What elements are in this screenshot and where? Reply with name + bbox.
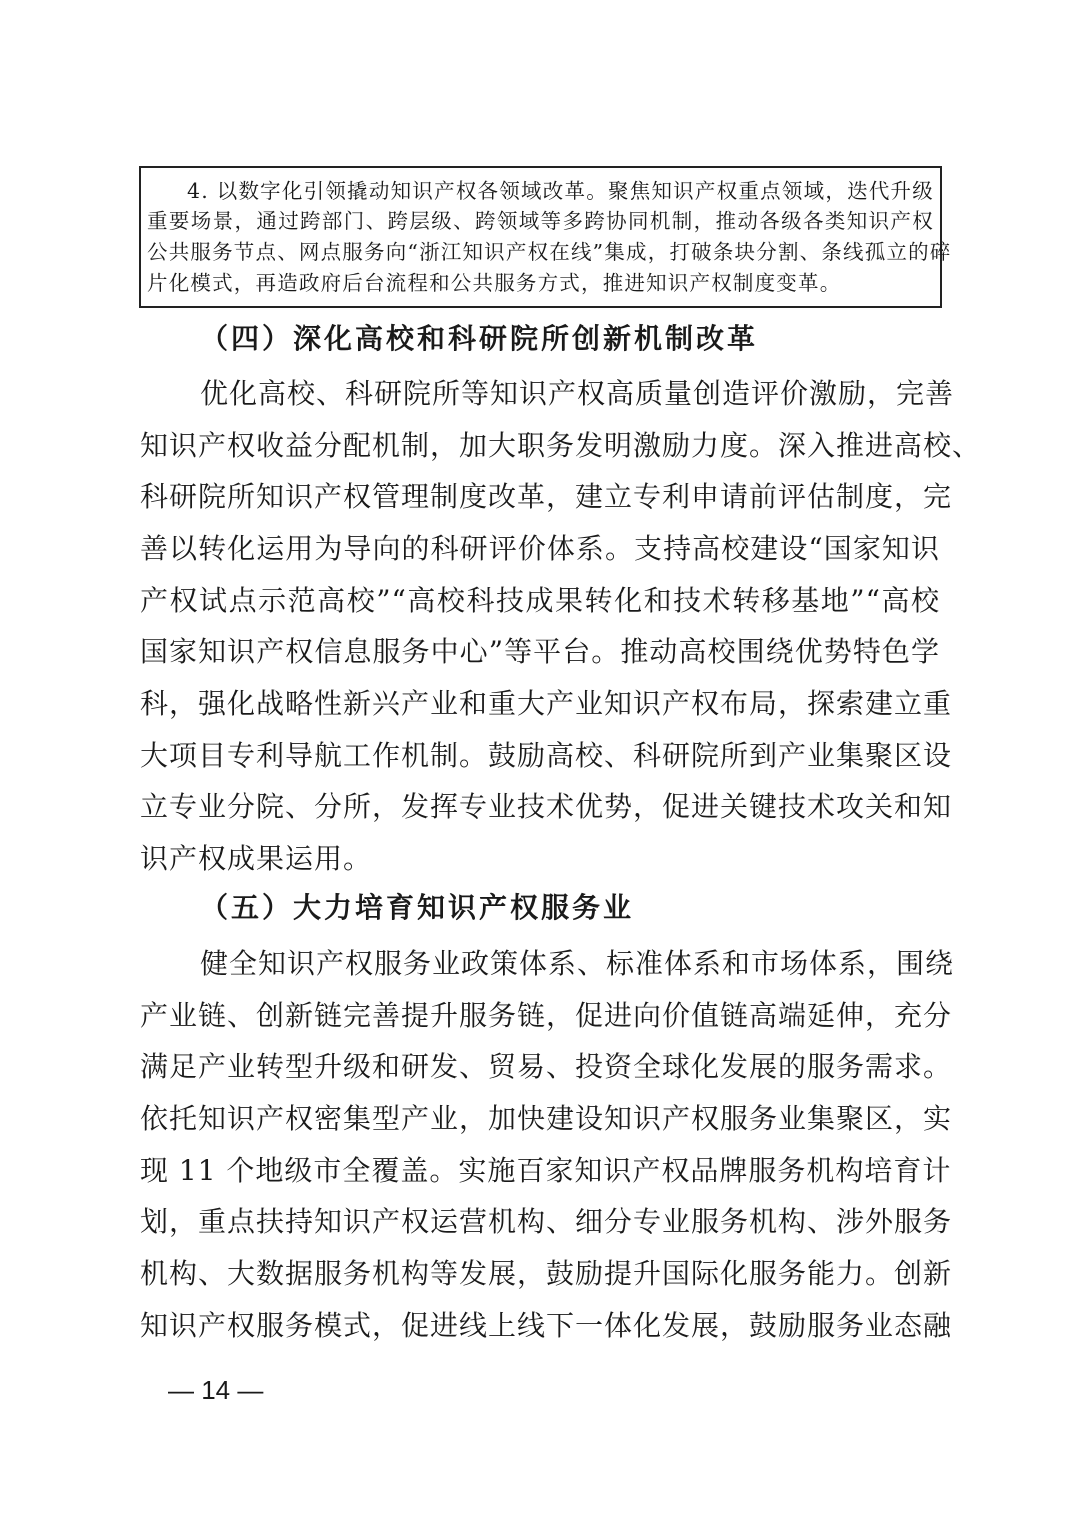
paragraph-line: 健全知识产权服务业政策体系、标准体系和市场体系，围绕: [200, 947, 955, 980]
box-note-line: 片化模式，再造政府后台流程和公共服务方式，推进知识产权制度变革。: [147, 271, 842, 295]
paragraph-line: 国家知识产权信息服务中心”等平台。推动高校围绕优势特色学: [140, 635, 940, 668]
paragraph-line: 现 11 个地级市全覆盖。实施百家知识产权品牌服务机构培育计: [140, 1154, 952, 1187]
paragraph-line: 立专业分院、分所，发挥专业技术优势，促进关键技术攻关和知: [140, 790, 953, 823]
paragraph-line: 识产权成果运用。: [140, 842, 373, 875]
paragraph-line: 知识产权收益分配机制，加大职务发明激励力度。深入推进高校、: [140, 429, 982, 462]
paragraph-line: 科，强化战略性新兴产业和重大产业知识产权布局，探索建立重: [140, 687, 953, 720]
paragraph-line: 依托知识产权密集型产业，加快建设知识产权服务业集聚区，实: [140, 1102, 953, 1135]
paragraph-line: 产业链、创新链完善提升服务链，促进向价值链高端延伸，充分: [140, 999, 953, 1032]
box-note-line: 4. 以数字化引领撬动知识产权各领域改革。聚焦知识产权重点领域，迭代升级: [187, 179, 934, 203]
section-heading: （五）大力培育知识产权服务业: [200, 891, 635, 924]
paragraph-line: 大项目专利导航工作机制。鼓励高校、科研院所到产业集聚区设: [140, 739, 953, 772]
paragraph-line: 善以转化运用为导向的科研评价体系。支持高校建设“国家知识: [140, 532, 940, 565]
paragraph-line: 科研院所知识产权管理制度改革，建立专利申请前评估制度，完: [140, 480, 953, 513]
boxed-note: [139, 166, 952, 308]
box-note-line: 公共服务节点、网点服务向“浙江知识产权在线”集成，打破条块分割、条线孤立的碎: [147, 240, 952, 264]
paragraph-line: 机构、大数据服务机构等发展，鼓励提升国际化服务能力。创新: [140, 1257, 953, 1290]
box-note-line: 重要场景，通过跨部门、跨层级、跨领域等多跨协同机制，推动各级各类知识产权: [147, 209, 934, 233]
section-heading: （四）深化高校和科研院所创新机制改革: [200, 322, 759, 355]
paragraph-line: 满足产业转型升级和研发、贸易、投资全球化发展的服务需求。: [140, 1050, 953, 1083]
paragraph-line: 优化高校、科研院所等知识产权高质量创造评价激励，完善: [200, 377, 955, 410]
paragraph-line: 知识产权服务模式，促进线上线下一体化发展，鼓励服务业态融: [140, 1309, 953, 1342]
paragraph-line: 产权试点示范高校”“高校科技成果转化和技术转移基地”“高校: [140, 584, 940, 617]
page-number: — 14 —: [168, 1375, 264, 1405]
paragraph-line: 划，重点扶持知识产权运营机构、细分专业服务机构、涉外服务: [140, 1205, 953, 1238]
